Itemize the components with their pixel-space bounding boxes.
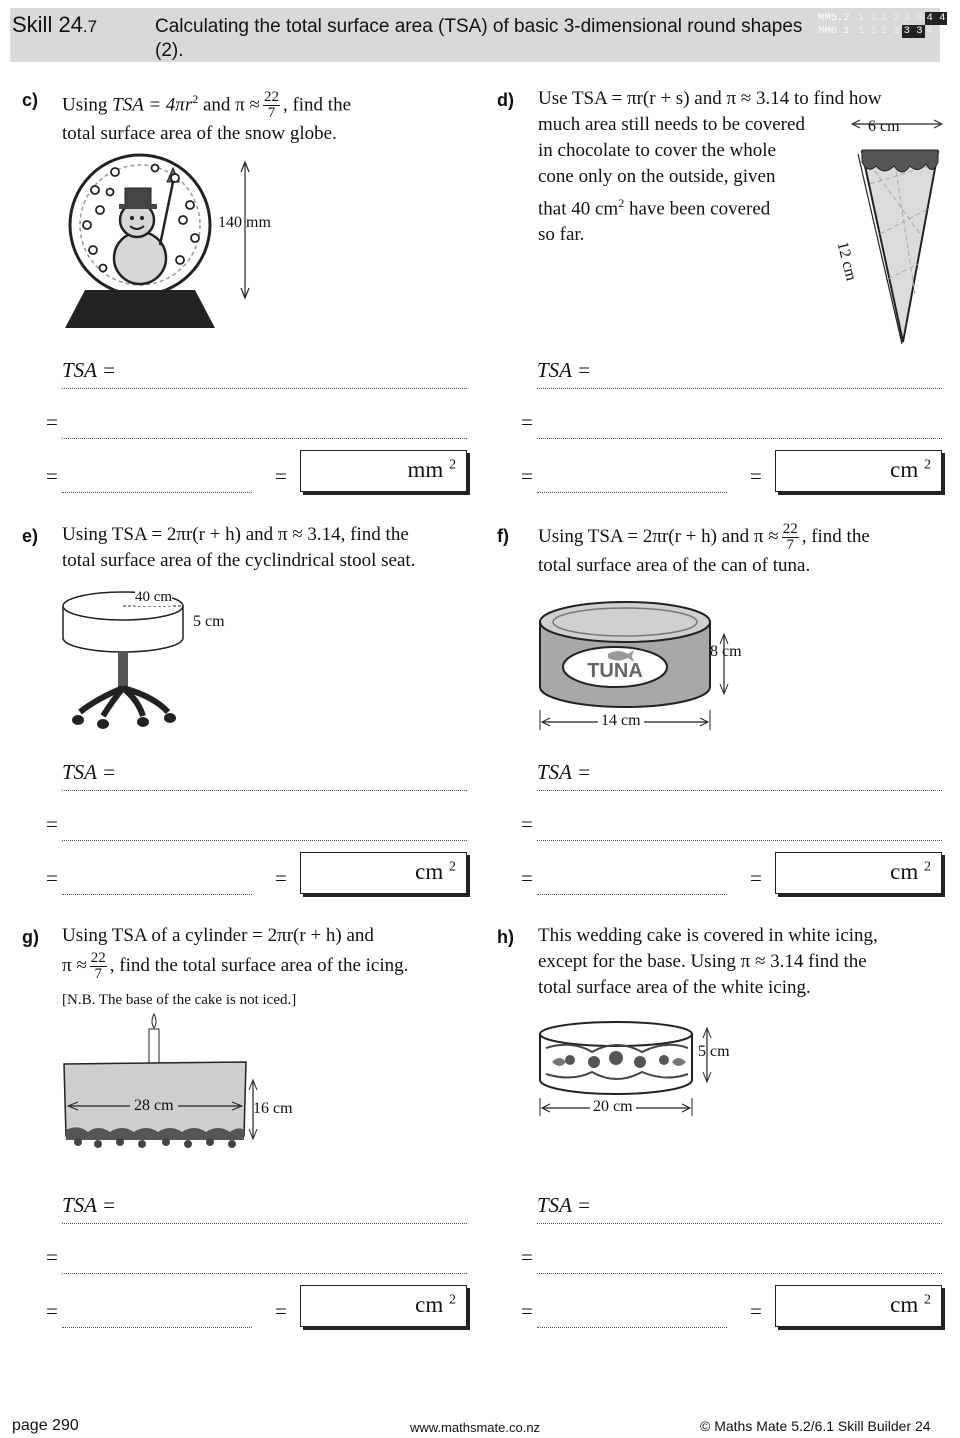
question-e-text: Using TSA = 2πr(r + h) and π ≈ 3.14, find the total surface area of the cyclindrical stool seat. (62, 524, 416, 571)
question-letter-f: f) (497, 526, 509, 546)
answer-line-g[interactable] (62, 1223, 467, 1224)
answer-line-e[interactable] (62, 790, 467, 791)
equals-sign: = (275, 464, 287, 488)
level-row (818, 12, 947, 25)
answer-line-d[interactable] (537, 388, 942, 389)
answer-line-d[interactable] (537, 492, 727, 493)
unit-exponent: 2 (449, 457, 456, 473)
tsa-label-c: TSA = (62, 358, 117, 382)
copyright: © Maths Mate 5.2/6.1 Skill Builder 24 (700, 1418, 931, 1434)
equals-sign: = (46, 1245, 58, 1269)
level-cell: 1 1 (857, 12, 877, 24)
wedding-cake-height-label: 5 cm (698, 1043, 730, 1060)
answer-box-f[interactable] (775, 852, 942, 894)
cake-height-label: 16 cm (253, 1100, 293, 1117)
tsa-label-h: TSA = (537, 1193, 592, 1217)
question-f-text: Using TSA = 2πr(r + h) and π ≈ $\frac{22}{7}$ , find the total surface area of the can of tuna. (538, 521, 870, 576)
can-height-label: 8 cm (710, 643, 742, 660)
question-g-text: Using TSA of a cylinder = 2πr(r + h) and π ≈ $\frac{22}{7}$ , find the total surface area of the icing. (62, 925, 409, 982)
cone-diagram (840, 114, 950, 349)
skill-title: Skill 24.7 (12, 12, 98, 37)
answer-line-d[interactable] (537, 438, 942, 439)
answer-line-f[interactable] (537, 894, 727, 895)
can-diameter-label: 14 cm (598, 712, 644, 730)
question-h-text: This wedding cake is covered in white icing, except for the base. Using π ≈ 3.14 find the total surface area of the white icing. (538, 925, 878, 998)
question-letter-h: h) (497, 927, 514, 947)
fraction: $\frac{22}{7}$ (263, 89, 279, 122)
seat-height-label: 5 cm (193, 613, 225, 630)
unit-text: cm (415, 859, 444, 884)
answer-line-c[interactable] (62, 438, 467, 439)
equals-sign: = (750, 1299, 762, 1323)
answer-box-h[interactable] (775, 1285, 942, 1327)
level-cell: 2 2 (880, 12, 900, 24)
level-cell: 4 4 (926, 12, 946, 24)
answer-box-g[interactable] (300, 1285, 467, 1327)
answer-line-c[interactable] (62, 492, 252, 493)
cake-diagram (58, 1012, 258, 1152)
unit-text: cm (890, 457, 919, 482)
level-cell: 4 4 (926, 25, 946, 37)
unit-label (415, 859, 456, 885)
stool-diagram (58, 588, 238, 738)
page-number: page 290 (12, 1417, 79, 1434)
equals-sign: = (46, 464, 58, 488)
answer-line-g[interactable] (62, 1273, 467, 1274)
level-row (818, 25, 947, 38)
unit-label (415, 1292, 456, 1318)
tsa-label-g: TSA = (62, 1193, 117, 1217)
tsa-label-e: TSA = (62, 760, 117, 784)
equals-sign: = (750, 464, 762, 488)
question-g-note: [N.B. The base of the cake is not iced.] (62, 992, 297, 1008)
level-code: MM6.1 (818, 25, 850, 37)
unit-text: cm (890, 1292, 919, 1317)
tuna-brand-text: TUNA (587, 660, 643, 682)
tsa-label-d: TSA = (537, 358, 592, 382)
unit-label (890, 859, 931, 885)
answer-box-c[interactable] (300, 450, 467, 492)
equals-sign: = (521, 410, 533, 434)
unit-label (407, 457, 456, 483)
level-cell: 1 1 (857, 25, 877, 37)
equals-sign: = (750, 866, 762, 890)
equals-sign: = (521, 812, 533, 836)
equals-sign: = (46, 812, 58, 836)
tsa-label-f: TSA = (537, 760, 592, 784)
unit-text: cm (415, 1292, 444, 1317)
equals-sign: = (521, 1245, 533, 1269)
unit-exponent: 2 (449, 1292, 456, 1308)
answer-box-e[interactable] (300, 852, 467, 894)
fraction: $\frac{22}{7}$ (782, 521, 798, 553)
answer-line-h[interactable] (537, 1273, 942, 1274)
equals-sign: = (46, 410, 58, 434)
answer-line-c[interactable] (62, 388, 467, 389)
equals-sign: = (46, 1299, 58, 1323)
unit-exponent: 2 (924, 1292, 931, 1308)
answer-line-h[interactable] (537, 1327, 727, 1328)
cone-slant-label: 12 cm (833, 240, 860, 283)
question-d-text: Use TSA = πr(r + s) and π ≈ 3.14 to find how much area still needs to be covered in chocolate to cover the whole cone only on the outside, given that 40 $cm^2$ have been covered so far. (538, 88, 882, 246)
unit-label (890, 457, 931, 483)
unit-text: cm (890, 859, 919, 884)
answer-box-d[interactable] (775, 450, 942, 492)
question-letter-g: g) (22, 927, 39, 947)
equals-sign: = (521, 1299, 533, 1323)
unit-exponent: 2 (924, 859, 931, 875)
answer-line-e[interactable] (62, 840, 467, 841)
height-label: 140 mm (218, 214, 271, 231)
question-c-text: Using TSA = $4\pi r^2$ and π ≈ $\frac{22}{7}$ , find the total surface area of the snow globe. (62, 89, 352, 145)
answer-line-e[interactable] (62, 894, 252, 895)
unit-label (890, 1292, 931, 1318)
fraction: $\frac{22}{7}$ (90, 950, 106, 982)
page-title: Calculating the total surface area (TSA) of basic 3-dimensional round shapes (2). (155, 16, 803, 61)
unit-text: mm (407, 457, 444, 482)
question-letter-d: d) (497, 90, 514, 110)
equals-sign: = (46, 866, 58, 890)
equals-sign: = (521, 464, 533, 488)
question-letter-c: c) (22, 90, 39, 110)
level-cell: 2 2 (880, 25, 900, 37)
snow-globe-diagram (55, 150, 295, 330)
cone-diameter-label: 6 cm (868, 118, 900, 135)
answer-line-f[interactable] (537, 840, 942, 841)
unit-exponent: 2 (449, 859, 456, 875)
tuna-can-diagram (532, 592, 752, 732)
answer-line-g[interactable] (62, 1327, 252, 1328)
level-code: MM5.2 (818, 12, 850, 24)
seat-diameter-label: 40 cm (135, 589, 173, 605)
answer-line-h[interactable] (537, 1223, 942, 1224)
level-cell: 3 3 (903, 25, 923, 37)
answer-line-f[interactable] (537, 790, 942, 791)
unit-exponent: 2 (924, 457, 931, 473)
equals-sign: = (521, 866, 533, 890)
cake-width-label: 28 cm (130, 1097, 178, 1115)
equals-sign: = (275, 866, 287, 890)
question-letter-e: e) (22, 526, 39, 546)
equals-sign: = (275, 1299, 287, 1323)
level-grid (818, 12, 947, 38)
wedding-cake-diameter-label: 20 cm (590, 1098, 636, 1116)
website-link[interactable]: www.mathsmate.co.nz (410, 1420, 541, 1435)
level-cell: 3 3 (903, 12, 923, 24)
